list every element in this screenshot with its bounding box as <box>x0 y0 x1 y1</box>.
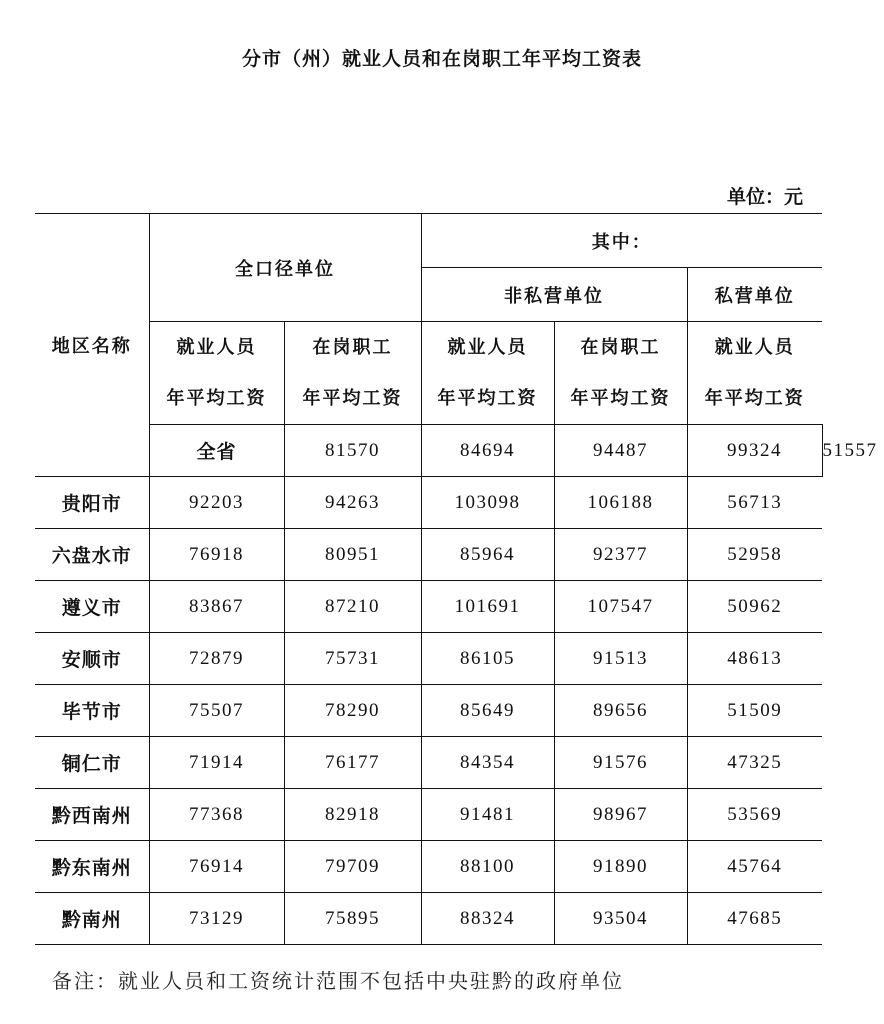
value-cell: 86105 <box>421 633 554 685</box>
value-cell: 106188 <box>554 477 687 529</box>
header-all-employed-line1: 就业人员 <box>176 337 257 358</box>
header-non-private: 非私营单位 <box>421 268 687 322</box>
value-cell: 91513 <box>554 633 687 685</box>
header-all-onpost-line2: 年平均工资 <box>302 388 403 409</box>
value-cell: 84694 <box>421 425 554 477</box>
value-cell: 73129 <box>149 893 284 945</box>
header-all-units: 全口径单位 <box>149 214 421 322</box>
value-cell: 88100 <box>421 841 554 893</box>
header-all-onpost <box>284 322 421 425</box>
header-of-which: 其中： <box>421 214 822 268</box>
table-row <box>35 789 822 841</box>
header-private-employed-line2: 年平均工资 <box>704 388 805 409</box>
header-all-employed <box>149 322 284 425</box>
value-cell: 89656 <box>554 685 687 737</box>
region-name: 六盘水市 <box>35 529 149 581</box>
value-cell: 88324 <box>421 893 554 945</box>
value-cell: 99324 <box>687 425 822 477</box>
value-cell: 94263 <box>284 477 421 529</box>
value-cell: 79709 <box>284 841 421 893</box>
value-cell: 91890 <box>554 841 687 893</box>
value-cell: 77368 <box>149 789 284 841</box>
region-name: 贵阳市 <box>35 477 149 529</box>
header-nonprivate-employed-line2: 年平均工资 <box>437 388 538 409</box>
header-nonprivate-onpost-line1: 在岗职工 <box>580 337 661 358</box>
value-cell: 71914 <box>149 737 284 789</box>
value-cell: 50962 <box>687 581 822 633</box>
value-cell: 101691 <box>421 581 554 633</box>
value-cell: 75507 <box>149 685 284 737</box>
value-cell: 82918 <box>284 789 421 841</box>
value-cell: 84354 <box>421 737 554 789</box>
value-cell: 72879 <box>149 633 284 685</box>
page-title: 分市（州）就业人员和在岗职工年平均工资表 <box>241 48 642 70</box>
wage-table <box>35 213 878 945</box>
region-name: 遵义市 <box>35 581 149 633</box>
value-cell: 78290 <box>284 685 421 737</box>
header-nonprivate-onpost <box>554 322 687 425</box>
table-row <box>35 737 822 789</box>
value-cell: 75895 <box>284 893 421 945</box>
value-cell: 51509 <box>687 685 822 737</box>
header-all-employed-line2: 年平均工资 <box>166 388 267 409</box>
value-cell: 85649 <box>421 685 554 737</box>
table-row <box>35 685 822 737</box>
header-nonprivate-employed-line1: 就业人员 <box>447 337 528 358</box>
value-cell: 107547 <box>554 581 687 633</box>
unit-label: 单位：元 <box>727 186 804 208</box>
value-cell: 92203 <box>149 477 284 529</box>
value-cell: 47325 <box>687 737 822 789</box>
value-cell: 75731 <box>284 633 421 685</box>
value-cell: 103098 <box>421 477 554 529</box>
value-cell: 98967 <box>554 789 687 841</box>
value-cell: 52958 <box>687 529 822 581</box>
value-cell: 76177 <box>284 737 421 789</box>
header-region: 地区名称 <box>35 214 149 477</box>
region-name: 黔南州 <box>35 893 149 945</box>
value-cell: 87210 <box>284 581 421 633</box>
value-cell: 53569 <box>687 789 822 841</box>
header-nonprivate-onpost-line2: 年平均工资 <box>570 388 671 409</box>
header-private-employed-line1: 就业人员 <box>714 337 795 358</box>
value-cell: 76918 <box>149 529 284 581</box>
region-name: 黔东南州 <box>35 841 149 893</box>
value-cell: 48613 <box>687 633 822 685</box>
table-row <box>35 477 822 529</box>
region-name: 毕节市 <box>35 685 149 737</box>
value-cell: 85964 <box>421 529 554 581</box>
value-cell: 47685 <box>687 893 822 945</box>
value-cell: 81570 <box>284 425 421 477</box>
value-cell: 91481 <box>421 789 554 841</box>
region-name: 全省 <box>149 425 284 477</box>
value-cell: 91576 <box>554 737 687 789</box>
value-cell: 45764 <box>687 841 822 893</box>
value-cell: 56713 <box>687 477 822 529</box>
value-cell: 93504 <box>554 893 687 945</box>
region-name: 黔西南州 <box>35 789 149 841</box>
table-row <box>35 529 822 581</box>
value-cell: 76914 <box>149 841 284 893</box>
table-row <box>35 633 822 685</box>
header-private-employed <box>687 322 822 425</box>
region-name: 安顺市 <box>35 633 149 685</box>
table-row <box>35 893 822 945</box>
table-row <box>35 581 822 633</box>
header-nonprivate-employed <box>421 322 554 425</box>
value-cell: 80951 <box>284 529 421 581</box>
footnote: 备注：就业人员和工资统计范围不包括中央驻黔的政府单位 <box>52 969 624 993</box>
region-name: 铜仁市 <box>35 737 149 789</box>
table-row <box>35 841 822 893</box>
value-cell: 94487 <box>554 425 687 477</box>
value-cell: 92377 <box>554 529 687 581</box>
header-private: 私营单位 <box>687 268 822 322</box>
table-row: 全省 81570 84694 94487 99324 51557 <box>35 425 822 477</box>
header-all-onpost-line1: 在岗职工 <box>312 337 393 358</box>
value-cell: 83867 <box>149 581 284 633</box>
